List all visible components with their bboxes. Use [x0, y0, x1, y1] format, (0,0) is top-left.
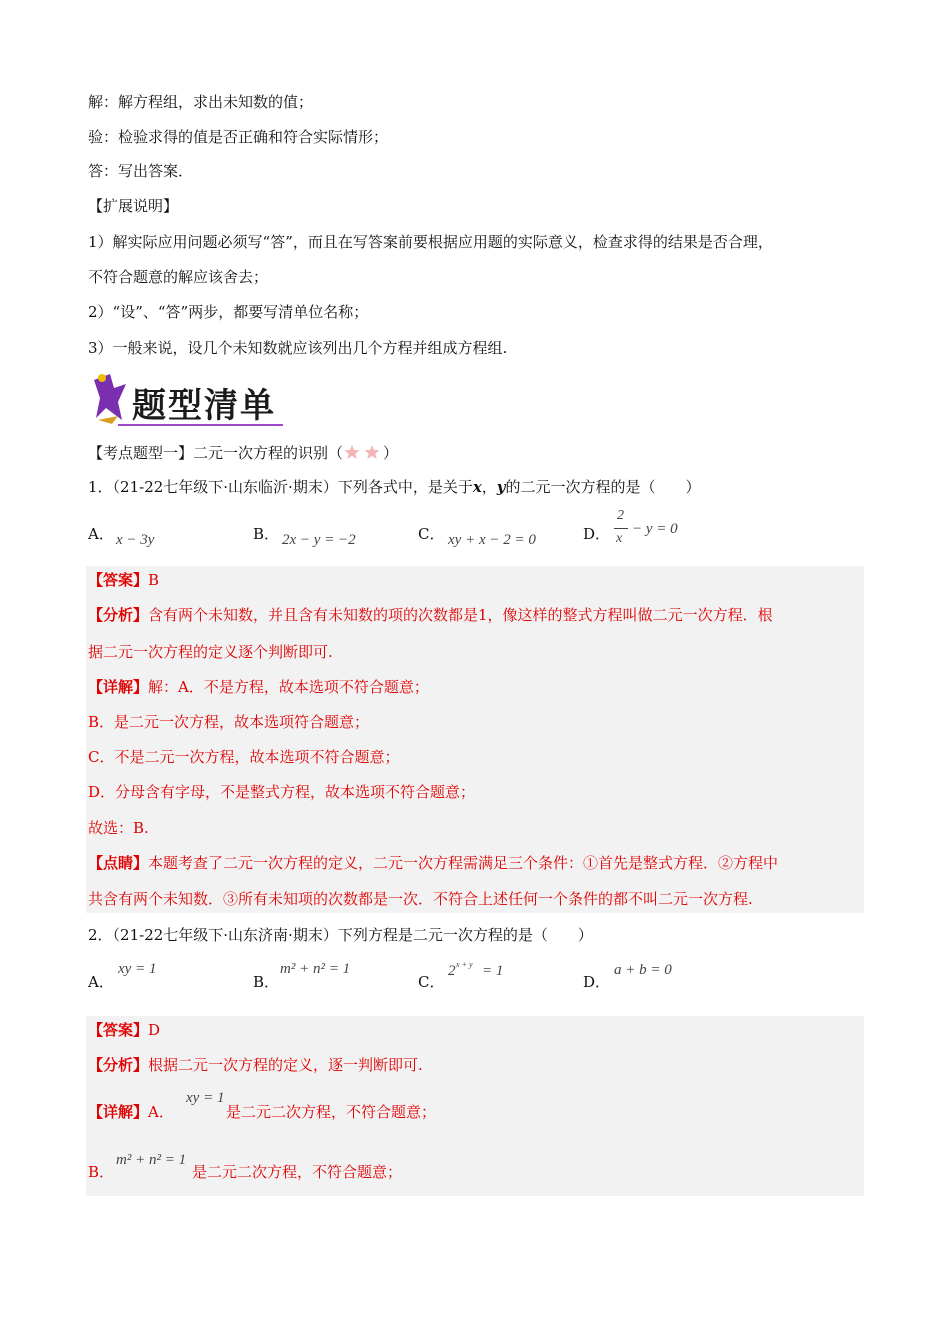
- q2-option-b-label: B．: [253, 973, 280, 991]
- q2-detail-a-label: A．: [148, 1103, 174, 1121]
- q1-detail-c: C．不是二元一次方程，故本选项不符合题意；: [88, 748, 400, 766]
- q2-detail-b-label: B．: [88, 1163, 115, 1181]
- intro-line-solve: 解：解方程组，求出未知数的值；: [88, 93, 314, 111]
- q1-analysis-tag: 【分析】: [88, 606, 149, 624]
- q2-detail-a-expr: xy = 1: [186, 1090, 225, 1106]
- q2-option-b-expr: m² + n² = 1: [280, 961, 351, 977]
- q1-detail-b: B．是二元一次方程，故本选项符合题意；: [88, 713, 370, 731]
- q1-option-d-fraction-bar: [614, 528, 628, 529]
- section-title: [88, 443, 398, 463]
- q1-comment-text: 本题考查了二元一次方程的定义，二元一次方程需满足三个条件：①首先是整式方程．②方程中: [148, 854, 779, 872]
- q1-answer-tag: 【答案】: [88, 571, 149, 589]
- q2-detail-b-text: 是二元二次方程，不符合题意；: [192, 1163, 403, 1181]
- q1-stem-text: 1．（21-22七年级下·山东临沂·期末）下列各式中，是关于: [88, 478, 473, 496]
- q2-option-c-rest: = 1: [482, 963, 504, 979]
- extension-item-1b: 不符合题意的解应该舍去；: [88, 268, 269, 286]
- q1-answer-value: B: [148, 571, 160, 589]
- q2-analysis: [88, 1055, 423, 1075]
- q1-option-d-rest: − y = 0: [632, 521, 678, 537]
- q1-option-d-denominator: x: [616, 531, 623, 546]
- q1-comment-a: [88, 853, 778, 873]
- q1-option-d-numerator: 2: [617, 508, 624, 523]
- q2-detail-tag: 【详解】: [88, 1103, 149, 1121]
- q2-option-c-base: 2: [448, 963, 456, 979]
- q2-option-c-exponent: x + y: [456, 960, 473, 969]
- q1-choose: 故选：B.: [88, 819, 149, 837]
- extension-item-2: 2）“设”、“答”两步，都要写清单位名称；: [88, 303, 369, 321]
- section-title-end: ）: [383, 444, 399, 462]
- difficulty-stars: [343, 444, 383, 462]
- q1-comment-b: 共含有两个未知数．③所有未知项的次数都是一次．不符合上述任何一个条件的都不叫二元一次方程.: [88, 890, 753, 908]
- q2-answer-value: D: [148, 1021, 161, 1039]
- q2-detail-b-expr: m² + n² = 1: [116, 1152, 187, 1168]
- q1-analysis-b: 据二元一次方程的定义逐个判断即可.: [88, 643, 333, 661]
- q1-stem-end: 的二元一次方程的是（ ）: [505, 478, 701, 496]
- q1-detail-d: D．分母含有字母，不是整式方程，故本选项不符合题意；: [88, 783, 476, 801]
- q1-var-x: x: [472, 478, 482, 496]
- extension-item-3: 3）一般来说，设几个未知数就应该列出几个方程并组成方程组.: [88, 339, 508, 357]
- q1-answer: [88, 570, 159, 590]
- q1-analysis-text: 含有两个未知数，并且含有未知数的项的次数都是1，像这样的整式方程叫做二元一次方程．根: [148, 606, 773, 624]
- q1-comma: ，: [481, 478, 497, 496]
- q1-option-d-label: D．: [583, 525, 611, 543]
- intro-line-check: 验：检验求得的值是否正确和符合实际情形；: [88, 128, 389, 146]
- q2-detail-a-text: 是二元二次方程，不符合题意；: [226, 1103, 437, 1121]
- q2-option-a-expr: xy = 1: [118, 961, 157, 977]
- q2-answer: [88, 1020, 160, 1040]
- q1-detail-tag: 【详解】: [88, 678, 149, 696]
- q1-detail-a: [88, 677, 429, 697]
- q1-stem: [88, 477, 701, 497]
- star-icon: [365, 445, 380, 459]
- q1-option-c-expr: xy + x − 2 = 0: [448, 532, 536, 548]
- q1-var-y: y: [496, 478, 506, 496]
- q2-option-c-label: C．: [418, 973, 445, 991]
- section-title-text: 【考点题型一】二元一次方程的识别（: [88, 444, 344, 462]
- q2-option-a-label: A．: [88, 973, 114, 991]
- q1-analysis-a: [88, 605, 773, 625]
- star-icon: [345, 445, 360, 459]
- q1-option-c-label: C．: [418, 525, 445, 543]
- extension-item-1a: 1）解实际应用问题必须写“答”，而且在写答案前要根据应用题的实际意义，检查求得的结果是否合理，: [88, 233, 773, 251]
- q1-option-b-expr: 2x − y = −2: [282, 532, 356, 548]
- q2-option-d-expr: a + b = 0: [614, 962, 672, 978]
- q2-analysis-text: 根据二元一次方程的定义，逐一判断即可.: [148, 1056, 423, 1074]
- q1-option-b-label: B．: [253, 525, 280, 543]
- extension-title: 【扩展说明】: [88, 197, 179, 215]
- q2-option-d-label: D．: [583, 973, 611, 991]
- q1-detail-text-a: 解：A．不是方程，故本选项不符合题意；: [148, 678, 429, 696]
- q2-stem: 2．（21-22七年级下·山东济南·期末）下列方程是二元一次方程的是（ ）: [88, 926, 593, 944]
- q2-answer-tag: 【答案】: [88, 1021, 149, 1039]
- q2-detail-a: [88, 1102, 174, 1122]
- intro-line-answer: 答：写出答案．: [88, 162, 194, 180]
- banner-title: 题型清单: [132, 386, 276, 426]
- q2-analysis-tag: 【分析】: [88, 1056, 149, 1074]
- q1-comment-tag: 【点睛】: [88, 854, 149, 872]
- q1-option-a-expr: x − 3y: [116, 532, 155, 548]
- question-list-banner: [88, 368, 288, 430]
- q1-option-a-label: A．: [88, 525, 114, 543]
